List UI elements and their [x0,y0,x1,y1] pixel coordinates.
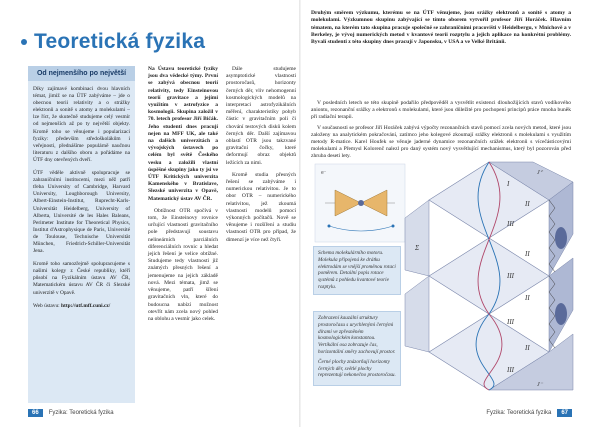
body-paragraph: Kromě studia přesných řešení se zabýváme i numerickou relativitou. Je to obor OTR – numerického relativitou, jež zkoumá vlastnosti modelů pomocí výkonných počítačů. Nově se věnujeme i rozšíření a studiu vlastností OTR pro případ, že dimenzí je více než čtyři. [226,171,296,243]
spine-gutter [299,0,301,427]
molecular-motor-diagram [315,164,405,242]
body-paragraph: Dále studujeme asymptotické vlastnosti prostoročasů, horizonty černých děr, vliv nehomogenní kosmologických modelů na interpretaci astrofyzikálních měření, charakteristiky pohyb částic v gravitačním poli či chování testových disků kolem černých děr. Další zajímavou oblastí OTR jsou takzvané gravitační čočky, které deformují obraz objektů ležících za nimi. [226,66,296,166]
region-label: III [507,366,514,374]
web-label: Web ústavu: [33,302,60,309]
sidebar-paragraph: Díky zajímavé kombinaci dvou hlavních témat, jimiž se na ÚTF zabýváme – jde o obecnou teorii relativity a o strážky elektronů a sonitě s atomy a molekulami – lze říct, že skutečně studujeme celý vesmír od nejmenších až po ty největší objekty. Kromě toho se věnujeme i popularizaci fyziky: především středoškolákům i veřejnosti, přednášíme populárně naučnou literaturu z dalšího oboru a pořádáme na ÚTF dny otevřených dveří. [33,86,130,163]
sidebar-body [28,81,135,310]
region-label: III [507,318,514,326]
penrose-diagram [405,162,573,390]
region-label: J⁺ [537,170,543,176]
page-number: 66 [28,409,43,417]
sidebar-web [33,303,130,310]
page-number: 67 [557,409,572,417]
region-label: J⁻ [537,382,543,388]
lead-paragraph: Na Ústavu teoretické fyziky jsou dva vědecké týmy. První se zabývá obecnou teorií relativity, tedy Einsteinovou teorií gravitace a jejími využitím v astrofyzice a kosmologii. Skupina založil v 70. letech profesor Jiří Bičák. Jeho studenti dnes pracují nejen na MFF UK, ale také na dalších univerzitách a vývojských ústavech po celém byl světě Českého vesku a založili vlastní úspěšné skupiny jako ty jsi ve ÚTF Kritických univerzita Kamenského v Bratislave, Slezské univerzita v Opavě, Matematický ústav AV ČR. [148,66,218,202]
region-label: II [525,344,530,352]
figure-caption-spacetime [313,311,401,386]
caption-paragraph: Zobrazení kauzální struktury prostoročasu s urychlenými černými dírami ve zpřesněném kosmologickém konstantou. Vertikální osa zobrazuje čas, horizontální směry zachovují prostor. [318,315,396,355]
region-label: II [525,294,530,302]
text-column-3 [226,66,296,249]
sidebar-heading: Od nejmenšího po největší [28,66,135,81]
caption-paragraph: Černé plochy znázorňují horizonty černých děr, světlé plochy reprezentují nekonečno prostoročasu. [318,358,396,379]
running-footer: Fyzika: Teoretická fyzika [48,410,114,416]
body-paragraph: V posledních letech se této skupině podařilo předpověděl a vysvětlit existenci dlouhožijících stavů vodíkového aniontu, rezonanční srážky a elektronů s molekulami, které jsou důležité pro pochopení principů práce mnoha buněk při radiační terapii. [311,100,571,121]
web-link[interactable]: http://utf.mff.cuni.cz/ [61,302,111,309]
sidebar-box [28,66,135,403]
title-bullet-icon [21,39,27,45]
body-paragraph: V současnosti se profesor Jiří Horáček zabývá výpočty rezonančních stavů pomocí zcela nových metod, které jsou založeny na analytickém pokračování, zatímco jeho kolegové zkoumají srážky elektronů s molekulami s využitím metody R-matice. Karel Houfek se věnuje jaderné dynamice rezonančních srážek elektronů s vícečásticovými molekulami a Přemysl Kolorenč nalezl pro daný systém nový vysvětlující mechanismus, který byl pozorován před zhruba deseti lety. [311,124,571,160]
svg-text:e⁻: e⁻ [321,170,327,176]
right-lead-paragraph: Druhým směrem výzkumu, kterému se na ÚTF věnujeme, jsou srážky elektronů a sonitě s atomy a molekulami. Výzkumnou skupinu zabývající se tímto oborem vytvořil profesor Jiří Horáček. Hlavním tématem, na kterém tato skupina pracuje společně se zahraničními pracovišti v Heidelbergu, v Mnichově a v Berkeley, je vývoj numerických metod v kvantové teorii rozptylu a jejich aplikace na konkrétní problémy. Byvalí studenti z této skupiny dnes pracují v Japonsku, v USA a ve Velké Británii. [311,10,571,46]
body-paragraph: Obtížnost OTR spočívá v tom, že Einsteinovy rovnice určující vlastnosti gravitačního pole představují soustavu nelineárních parciálních diferenciálních rovnic a hledat jejich řešení je velice obtížné. Studujeme tedy vlastnosti již známých přesných řešení a jemenujeme na jejich základě nová. Mezi témata, jimž se věnujeme, patří šíření gravitačních vln, které do budoucna nabízí možnost otevřít nám zcela nový pohled na oblohu a vesmír jako celek. [148,207,218,322]
region-label: Σ [415,244,420,252]
region-label: I [507,180,510,188]
region-label: II [525,250,530,258]
text-column-2 [148,66,218,328]
running-footer: Fyzika: Teoretická fyzika [486,410,552,416]
region-label: II [525,200,530,208]
figure-caption-motor: Schema molekulárního motoru. Molekula připojená ke drátku elektrodám se vnější proměnou rotaci poměrem. Detailní popis rotace systémů z pohledu kvantové teorie rozptylu. [313,246,401,295]
sidebar-paragraph: Kromě toho samozřejmě spolupracujeme s našimi kolegy z České republiky, ktéří působí na Fyzikálním ústavu AV ČR, Matematickém ústavu AV ČR či Slezské univerzitě v Opavě. [33,261,130,296]
region-label: III [507,220,514,228]
right-body [311,100,571,164]
sidebar-paragraph: ÚTF věděle aktivně spolupracuje se zahraničními institucemi, mezi něž patří třeba University of Cambridge, Harvard University, Loughborough University, Albert-Einstein-Institut, Ruprecht-Karls-Universität Heidelberg, University of Alberta, Université de les Hales Baleans, Perimeter Institute for Theoretical Physics, Institut d'Astrophysique de Paris, Université de Toulouse, Technische Universität München, Friedrich-Schiller-Universität Jena. [33,170,130,255]
page-title: Teoretická fyzika [34,30,206,53]
footer-left [28,409,114,417]
footer-right [486,409,572,417]
title-row [21,30,205,54]
region-label: III [507,272,514,280]
